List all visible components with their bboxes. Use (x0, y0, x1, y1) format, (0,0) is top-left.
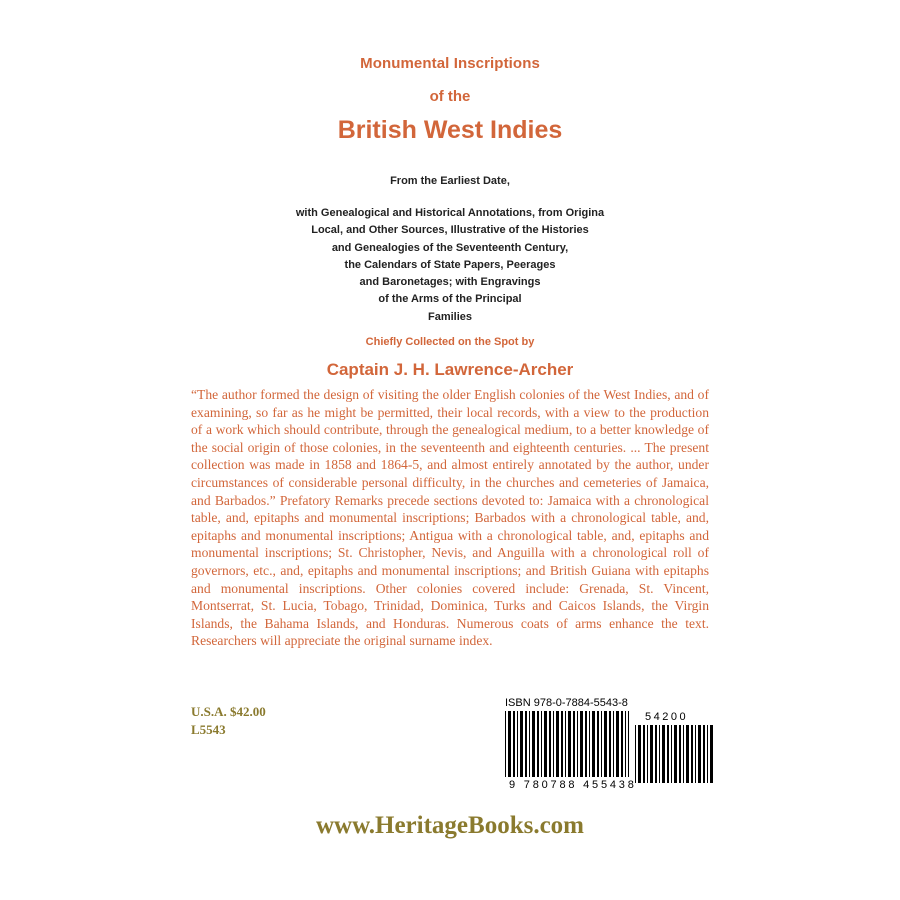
annotation-line: and Genealogies of the Seventeenth Century, (331, 241, 569, 254)
barcode-bar (691, 725, 693, 783)
addon-digits: 54200 (645, 711, 689, 723)
barcode-bar (695, 725, 696, 783)
annotation-line: the Calendars of State Papers, Peerages (344, 258, 556, 271)
subtitle-annotations (0, 205, 900, 326)
barcode-bar (609, 711, 611, 777)
barcode-bar (592, 711, 595, 777)
barcode-bar (655, 725, 657, 783)
barcode-bar (556, 711, 559, 777)
barcode-bar (580, 711, 583, 777)
barcode-bar (561, 711, 563, 777)
website-url: www.HeritageBooks.com (315, 812, 585, 839)
barcode-bar (643, 725, 645, 783)
barcode-bar (621, 711, 623, 777)
barcode-bar (529, 711, 530, 777)
subtitle-from: From the Earliest Date, (390, 175, 510, 187)
product-code: L5543 (191, 722, 226, 737)
barcode-bar (601, 711, 602, 777)
barcode-bar (698, 725, 701, 783)
annotation-line: Local, and Other Sources, Illustrative of the Histories (311, 224, 589, 237)
barcode-bar (613, 711, 614, 777)
barcode-bar (635, 725, 636, 783)
description: “The author formed the design of visiting the older English colonies of the West Indies, and of examining, so far as he might be permitted, their local records, with a view to the production of a work which should contribute, through the genealogical medium, to a better knowledge of the social origin of those colonies, in the seventeenth and eighteenth centuries. ... The present collection was made in 1858 and 1864-5, and almost entirely annotated by the author, under circumstances of considerable personal difficulty, in the churches and cemeteries of Jamaica, and Barbados.” Prefatory Remarks precede sections devoted to: Jamaica with a chronological table, and, epitaphs and monumental inscriptions; Barbados with a chronological table, and, epitaphs and monumental inscriptions; Antigua with a chronological table, and, epitaphs and monumental inscriptions; St. Christopher, Nevis, and Anguilla with a chronological roll of governors, etc., and, epitaphs and monumental inscriptions; and British Guiana with epitaphs and monumental inscriptions. Other colonies covered include: Grenada, St. Vincent, Montserrat, St. Lucia, Tobago, Trinidad, Dominica, Turks and Caicos Islands, the Virgin Islands, the Bahama Islands, and Honduras. Numerous coats of arms enhance the text. Researchers will appreciate the original surname index. (191, 387, 709, 649)
collected-by: Chiefly Collected on the Spot by (365, 336, 535, 348)
barcode-bar (541, 711, 542, 777)
barcode-bar (585, 711, 587, 777)
price: U.S.A. $42.00 (191, 704, 266, 719)
price-block (191, 703, 266, 739)
barcode-bar (707, 725, 708, 783)
barcode-bar (638, 725, 641, 783)
barcode-bar (616, 711, 619, 777)
annotation-line: Families (427, 310, 473, 323)
barcode-bar (686, 725, 689, 783)
barcode-bar (517, 711, 518, 777)
barcode-bar (525, 711, 527, 777)
barcode-bar (544, 711, 547, 777)
barcode-bar (703, 725, 705, 783)
barcode-bar (671, 725, 672, 783)
title-line-2: of the (429, 88, 471, 105)
barcode-bar (520, 711, 523, 777)
barcode-bar (532, 711, 535, 777)
barcode-bar (565, 711, 566, 777)
barcode-bar (674, 725, 677, 783)
barcode-bar (650, 725, 653, 783)
barcode-bar (659, 725, 660, 783)
barcode-bar (647, 725, 648, 783)
annotation-line: with Genealogical and Historical Annotations, from Origina (295, 207, 605, 219)
author-name: Captain J. H. Lawrence-Archer (326, 360, 574, 379)
barcode-bar (604, 711, 607, 777)
title-line-1: Monumental Inscriptions (360, 55, 540, 72)
barcode-bar (662, 725, 665, 783)
barcode-bar (577, 711, 578, 777)
barcode-bar (667, 725, 669, 783)
annotation-line: of the Arms of the Principal (378, 293, 522, 306)
barcode-bar (628, 711, 629, 777)
barcode-bar (710, 725, 713, 783)
barcode-bar (589, 711, 590, 777)
book-title: British West Indies (337, 116, 563, 144)
main-barcode-bars (505, 711, 629, 777)
barcode (505, 697, 717, 797)
barcode-bar (537, 711, 539, 777)
barcode-bar (505, 711, 506, 777)
barcode-bar (568, 711, 571, 777)
barcode-bar (553, 711, 554, 777)
barcode-bar (508, 711, 511, 777)
barcode-bar (625, 711, 626, 777)
barcode-bar (679, 725, 681, 783)
barcode-bar (573, 711, 575, 777)
barcode-bar (683, 725, 684, 783)
annotation-line: and Baronetages; with Engravings (359, 276, 541, 289)
barcode-bar (597, 711, 599, 777)
isbn-label: ISBN 978-0-7884-5543-8 (505, 697, 628, 709)
barcode-bar (549, 711, 551, 777)
addon-barcode-bars (635, 725, 713, 783)
main-digits: 9 780788 455438 (509, 779, 637, 791)
barcode-bar (513, 711, 515, 777)
